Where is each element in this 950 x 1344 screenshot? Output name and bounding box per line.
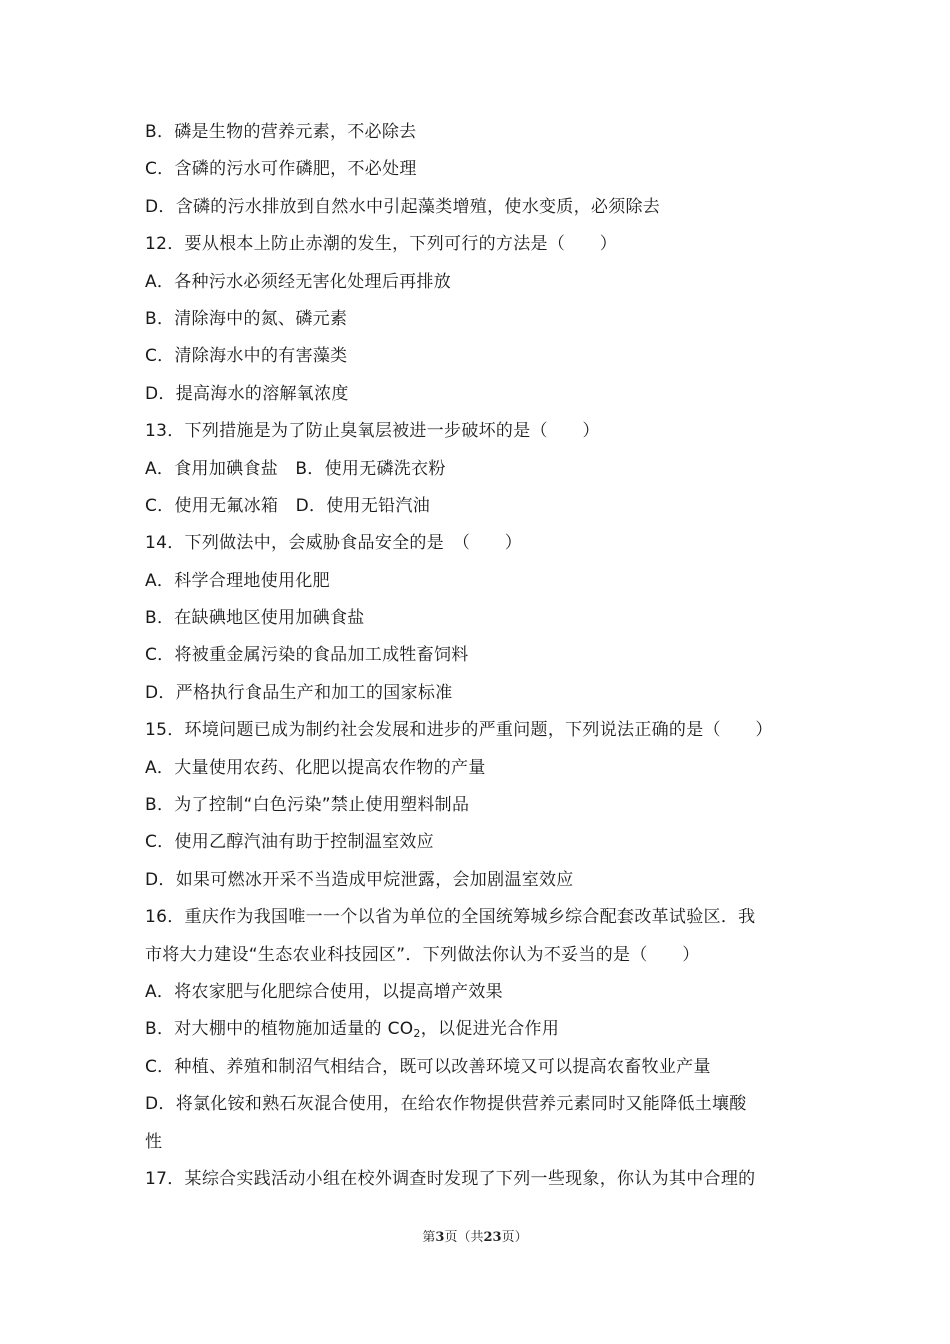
footer-total-pages: 23 — [483, 1230, 502, 1245]
option-line: B．为了控制“白色污染”禁止使用塑料制品 — [145, 795, 470, 816]
option-line: C．含磷的污水可作磷肥，不必处理 — [145, 159, 417, 180]
option-line: C．使用乙醇汽油有助于控制温室效应 — [145, 832, 434, 853]
option-line: D．将氯化铵和熟石灰混合使用，在给农作物提供营养元素同时又能降低土壤酸 — [145, 1094, 747, 1115]
option-line: B．磷是生物的营养元素，不必除去 — [145, 122, 417, 142]
footer-suffix: 页） — [501, 1230, 528, 1245]
option-line: D．如果可燃冰开采不当造成甲烷泄露，会加剧温室效应 — [145, 869, 574, 890]
option-line: B．清除海中的氮、磷元素 — [145, 308, 348, 329]
question-16: 16．重庆作为我国唯一一个以省为单位的全国统筹城乡综合配套改革试验区．我 — [145, 907, 756, 928]
footer-page-number: 3 — [435, 1230, 445, 1245]
co2-subscript: 2 — [413, 1027, 421, 1041]
option-line: A．大量使用农药、化肥以提高农作物的产量 — [145, 757, 486, 778]
option-line: A．将农家肥与化肥综合使用，以提高增产效果 — [145, 981, 503, 1002]
question-12: 12．要从根本上防止赤潮的发生，下列可行的方法是（ ） — [145, 234, 618, 255]
option-line: C．将被重金属污染的食品加工成牲畜饲料 — [145, 645, 469, 666]
question-content — [145, 114, 810, 1198]
option-line: C．清除海水中的有害藻类 — [145, 346, 348, 367]
page-footer — [0, 1226, 950, 1245]
option-line-cont: 性 — [145, 1131, 163, 1152]
option-line: A．食用加碘食盐 B．使用无磷洗衣粉 — [145, 458, 446, 479]
option-line: D．含磷的污水排放到自然水中引起藻类增殖，使水变质，必须除去 — [145, 196, 661, 217]
question-13: 13．下列措施是为了防止臭氧层被进一步破坏的是（ ） — [145, 421, 600, 442]
option-line: A．各种污水必须经无害化处理后再排放 — [145, 271, 452, 292]
option-line-co2 — [145, 1011, 810, 1048]
question-16-cont: 市将大力建设“生态农业科技园区”．下列做法你认为不妥当的是（ ） — [145, 944, 700, 965]
co2-text-after: ，以促进光合作用 — [420, 1019, 560, 1040]
option-line: B．在缺碘地区使用加碘食盐 — [145, 608, 365, 629]
question-14: 14．下列做法中，会威胁食品安全的是 （ ） — [145, 533, 523, 554]
footer-prefix: 第 — [422, 1230, 436, 1245]
option-line: D．提高海水的溶解氧浓度 — [145, 383, 349, 404]
option-line: C．种植、养殖和制沼气相结合，既可以改善环境又可以提高农畜牧业产量 — [145, 1056, 711, 1077]
option-line: C．使用无氟冰箱 D．使用无铅汽油 — [145, 495, 431, 516]
question-15: 15．环境问题已成为制约社会发展和进步的严重问题，下列说法正确的是（ ） — [145, 720, 773, 741]
option-line: D．严格执行食品生产和加工的国家标准 — [145, 682, 453, 703]
question-17: 17．某综合实践活动小组在校外调查时发现了下列一些现象，你认为其中合理的 — [145, 1168, 756, 1189]
co2-text-before: B．对大棚中的植物施加适量的 CO — [145, 1019, 414, 1040]
option-line: A．科学合理地使用化肥 — [145, 570, 330, 591]
footer-mid: 页（共 — [444, 1230, 484, 1245]
